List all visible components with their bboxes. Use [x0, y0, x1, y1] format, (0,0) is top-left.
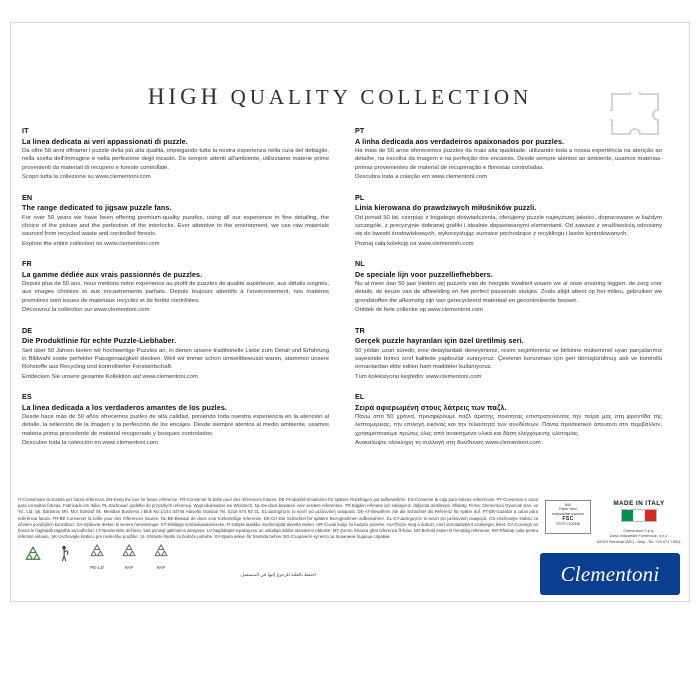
lang-subheading-pt: A linha dedicada aos verdadeiros apaixonados por puzzles.: [355, 136, 565, 146]
lang-body-nl: Nu al meer dan 50 jaar bieden wij puzzels van de hoogste kwaliteit waarin we al onze ervaring leggen: de zorg voor details, de keuze van de afbeelding en het perfect passende stukjes. Zoals altijd attent op het milieu, gebruiken we grondstoffen die afkomstig zijn van gerecycleerd materiaal en gecontroleerde bossen.: [355, 281, 662, 304]
fsc-mix-desc-1: Paper from: [559, 507, 577, 512]
recycle-symbol-tidyman: [52, 545, 78, 569]
lang-heading-nl: [355, 259, 662, 268]
language-column-right: [355, 126, 662, 459]
lang-subheading-nl: De speciale lijn voor puzzelliefhebbers.: [355, 269, 493, 279]
recycle-pap2-icon: [153, 543, 169, 559]
lang-heading-en: [22, 193, 329, 202]
title-word-high: HIGH: [147, 84, 222, 109]
lang-code-it: IT: [22, 126, 29, 135]
lang-body-en: For over 50 years we have been offering premium-quality puzzles, using all our experience in fine detailing, the choice of the picture and the perfection of the interlocks. Ever attentive to the environment, we use raw materials sourced from recycled waste and controlled forests.: [22, 214, 329, 238]
lang-subheading-tr: Gerçek puzzle hayranları için özel üretilmiş seri.: [355, 336, 524, 345]
language-columns: [22, 126, 662, 459]
recycle-label-4: PAP: [156, 565, 166, 570]
lang-subheading-es: La línea dedicada a los verdaderos amantes de los puzles.: [22, 402, 228, 412]
recycle-ld-icon: [89, 543, 105, 559]
lang-body-el: Πάνω από 50 χρόνια, προσφέρουμε παζλ άριστης ποιότητας επιστρατεύοντας την πείρα μας στη φροντίδα της λεπτομέρειας, την επιλογή εικόνας και την τελειότητα των συνδέσεων. Πάντα προσεκτικοί απέναντι στο περιβάλλον, χρησιμοποιούμε πρώτες ύλες από ανακτημένα υλικά και δάση ελεγχόμενης υλοτομίας.: [355, 414, 662, 437]
fsc-certification-mark: [545, 500, 591, 534]
lang-heading-pt: [355, 126, 662, 135]
clementoni-logo-text: Clementoni: [560, 561, 660, 586]
clementoni-logo: [540, 553, 680, 595]
company-address-line-1: Zona Industriale Fontenoce, s.n.c.: [609, 533, 669, 539]
lang-more-es[interactable]: Descubre toda la colección en www.clementoni.com: [22, 440, 158, 447]
recycle-symbol-pap-2: [148, 543, 174, 570]
lang-code-el: EL: [355, 392, 365, 401]
lang-block-pt: [355, 126, 662, 182]
lang-code-pl: PL: [355, 192, 365, 202]
lang-heading-el: [355, 392, 662, 401]
fsc-logo-text: FSC: [562, 515, 574, 522]
lang-body-it: Da oltre 50 anni offriamo i puzzle della più alta qualità, impiegando tutta la nostra esperienza nella cura del dettaglio, nella scelta dell'immagine e nella perfezione degli incastri. Da sempre attenti all'ambiente, utilizziamo materie prime provenienti da materiali di recupero e foreste controllate.: [22, 148, 329, 171]
fsc-license-code: FSC® C100338: [556, 521, 580, 526]
lang-subheading-it: La linea dedicata ai veri appassionati di puzzle.: [22, 136, 188, 146]
lang-code-es: ES: [22, 392, 32, 401]
lang-body-de: Seit über 50 Jahren bieten wir hochwertige Puzzles an, in denen unsere traditionelle Liebe zum Detail und Erfahrung in Bildwahl sowie perfekter Passgenauigkeit stecken. Weil wir immer schon umweltbewusst waren, stammen unsere Rohstoffe aus Recycling und kontrollierter Forstwirtschaft.: [22, 347, 329, 371]
lang-more-pl[interactable]: Poznaj całą kolekcję na www.clementoni.com: [355, 240, 474, 247]
mobius-loop-icon: [24, 545, 42, 563]
recycle-pap-icon: [121, 543, 137, 559]
lang-code-nl: NL: [355, 259, 365, 268]
lang-body-es: Desde hace más de 50 años ofrecemos puzles de alta calidad, poniendo toda nuestra experiencia en la atención al detalle, la selección de la imagen y la perfección de los encajes. Desde siempre atentos al medio ambiente, usamos materia prima procedente de material recuperado y bosques controlados.: [22, 414, 329, 437]
recycle-symbol-pap-1: [116, 543, 142, 570]
lang-heading-es: [22, 392, 329, 401]
lang-body-tr: 50 yıldan uzun süredir, ince detaylardaki deneyimimiz, resim seçimlerimiz ve birbirine mükemmel uyan parçalarımız sayesinde birinci sınıf kalitede yapbozlar sunuyoruz. Çevrenin korunması için geri dönüştürülmüş atık ve kontrollü ormanlardan elde edilen ham maddeler kullanıyoruz.: [355, 347, 662, 371]
lang-code-tr: TR: [355, 325, 365, 335]
company-name: Clementoni S.p.A.: [623, 528, 655, 533]
legal-fineprint-arabic: احتفظ بالعلبة للرجوع إليها في المستقبل.: [239, 572, 317, 577]
recycle-symbol-peld: [84, 543, 110, 570]
fsc-mix-label: MIX: [564, 503, 572, 507]
lang-heading-fr: [22, 259, 329, 268]
recycling-symbols: [20, 543, 174, 570]
title-word-quality: QUALITY: [230, 85, 352, 109]
lang-body-pl: Od ponad 50 lat, czerpiąc z bogatego doświadczenia, oferujemy puzzle najwyższej jakości, dopracowane w każdym szczególe, z precyzyjnie dobranej grafiki i idealnie dopasowanymi elementami. Od zawsze z wrażliwością odnosimy się do kwestii środowiskowych, wykorzystując surowce pochodzące z recyklingu i lasów kontrolowanych.: [355, 214, 662, 238]
lang-more-fr[interactable]: Découvrez la collection sur www.clementoni.com: [22, 307, 150, 314]
lang-heading-de: [22, 326, 329, 335]
lang-block-de: [22, 326, 329, 382]
lang-more-de[interactable]: Entdecken Sie unsere gesamte Kollektion auf www.clementoni.com: [22, 373, 198, 380]
lang-more-pt[interactable]: Descubra toda a coleção em www.clementoni.com: [355, 174, 487, 181]
lang-block-es: [22, 392, 329, 448]
lang-subheading-pl: Linia kierowana do prawdziwych miłośników puzzli.: [355, 203, 537, 212]
made-in-italy-badge: [600, 500, 678, 522]
recycle-symbol-mobius: [20, 545, 46, 569]
recycle-label-2: PE-LD: [90, 565, 104, 570]
fsc-mix-desc-2: responsible sources: [552, 511, 584, 516]
lang-heading-it: [22, 126, 329, 135]
italian-flag-icon: [621, 509, 657, 522]
lang-more-en[interactable]: Explore the entire collection on www.clementoni.com: [22, 240, 160, 247]
recycle-label-3: PAP: [124, 565, 134, 570]
lang-more-tr[interactable]: Tüm koleksiyonu keşfedin: www.clementoni.com: [355, 373, 482, 380]
page-title: [0, 84, 680, 110]
lang-more-el[interactable]: Ανακαλύψτε ολόκληρη τη συλλογή στη διεύθυνση www.clementoni.com: [355, 440, 541, 447]
title-word-collection: COLLECTION: [360, 85, 533, 109]
lang-code-pt: PT: [355, 126, 365, 135]
lang-block-el: [355, 392, 662, 448]
lang-more-it[interactable]: Scopri tutta la collezione su www.clementoni.com: [22, 174, 151, 181]
lang-code-en: EN: [22, 192, 33, 202]
lang-block-it: [22, 126, 329, 182]
lang-body-fr: Depuis plus de 50 ans, nous mettons notre expérience au profit de puzzles de qualité supérieure, aux détails soignés, aux images choisies et aux encastrements parfaits. Depuis toujours attentifs à l'environnement, nos matières premières sont issues de matériaux recyclés et de forêts contrôlées.: [22, 281, 329, 304]
lang-heading-pl: [355, 193, 662, 202]
lang-code-fr: FR: [22, 259, 32, 268]
lang-subheading-en: The range dedicated to jigsaw puzzle fans.: [22, 203, 172, 212]
lang-block-en: [22, 193, 329, 249]
lang-body-pt: Há mais de 50 anos oferecemos puzzles da mais alta qualidade, utilizando toda a nossa experiência na atenção ao detalhe, na escolha da imagem e na perfeição dos encaixes. Desde sempre atentos ao ambiente, usamos matérias-primas provenientes de material de recuperação e florestas controladas.: [355, 148, 662, 171]
legal-fineprint: IT-Conservare la scatola per futura referenza. EN-Keep the box for future reference. FR-Conserver la boîte pour des références futures. DE-Produktinformationen für spätere Rückfragen gut aufbewahren. ES-Conserve la caja para futuras referencias. PT-Conservar a caixa para consultas futuras. Fabricado em Itália. PL-Zachować pudełko do przyszłych referencji. Wyprodukowano we Włoszech. NL-De doos bewaren voor verdere referenties. TR-Bilgileri referans için saklayınız. İtalya'da üretilmiştir. İthalatçı Firma: Clementoni Oyuncak San. ve Tic. Ltd. Şti. Barbaros Mh. Mor Sümbül Sk. Meridian Business I Blok No:1/144 34746 Ataşehir İstanbul Tel. 0216 574 93 31. EL-Διατηρήστε το κουτί για μελλοντική αναφορά. DE-AT-Bewahren Sie die Schachtel als Referenz für später auf. FT-BR-Guardar a caixa para referência futura. FR-BE-Conserver la boîte pour des références futures. NL-BE-Bewaar de doos voor toekomstige referentie. DE-CH-Die Schachtel für spätere Bezugnahmen aufbewahren. EL-CY-Διατηρήστε το κουτί για μελλοντική αναφορά. CS-Uschovejte krabici za účelem pozdějších konzultací. DA-Opbevar æsken til senere henvisninger. ET-Säilitage korduvkasutamiseks. FI-Säilytä laatikko myöhempää tarvetta varten. HR-Čuvati kutiju za buduće potrebe. HU-Őrizze meg a dobozt, mert útmutatásként szükséges lehet. GA-Coinnigh an bosca le haghaidh tagartha sa todhchaí. LT-Nesiremkite dėžutės, kad pirmieji galimiems atvejams. LV-Saglabājiet iepakojumu un valodaja atbilst atsauksmi nākotnē. MT-Żomm il-kaxxa għal referenza fil-futur. NO-Behold esken til fremtidig referanse. RO-Păstrați cutia pentru referințe viitoare. SK-Uschovajte krabicu pre neskoršie použitie. SL-Shranite škatlo za bodoče potrebe. SV-Spara asken för framtida behov. BG-Съхранете кутията за възможни бъдещи справки.: [18, 497, 538, 540]
tidyman-icon: [58, 545, 72, 563]
lang-block-pl: [355, 193, 662, 249]
company-address: [596, 528, 682, 544]
made-in-italy-text: MADE IN ITALY: [613, 500, 665, 507]
lang-code-de: DE: [22, 325, 33, 335]
lang-subheading-el: Σειρά αφιερωμένη στους λάτρεις των παζλ.: [355, 402, 507, 412]
lang-subheading-de: Die Produktlinie für echte Puzzle-Liebhaber.: [22, 336, 177, 345]
company-address-line-2: 62019 Recanati (MC) - Italy - Tel. +39 071 75811: [597, 538, 681, 544]
lang-block-nl: [355, 259, 662, 315]
lang-more-nl[interactable]: Ontdek de hele collectie op www.clementoni.com: [355, 307, 484, 314]
lang-block-tr: [355, 326, 662, 382]
language-column-left: [22, 126, 329, 459]
lang-heading-tr: [355, 326, 662, 335]
lang-subheading-fr: La gamme dédiée aux vrais passionnés de puzzles.: [22, 269, 203, 279]
lang-block-fr: [22, 259, 329, 315]
